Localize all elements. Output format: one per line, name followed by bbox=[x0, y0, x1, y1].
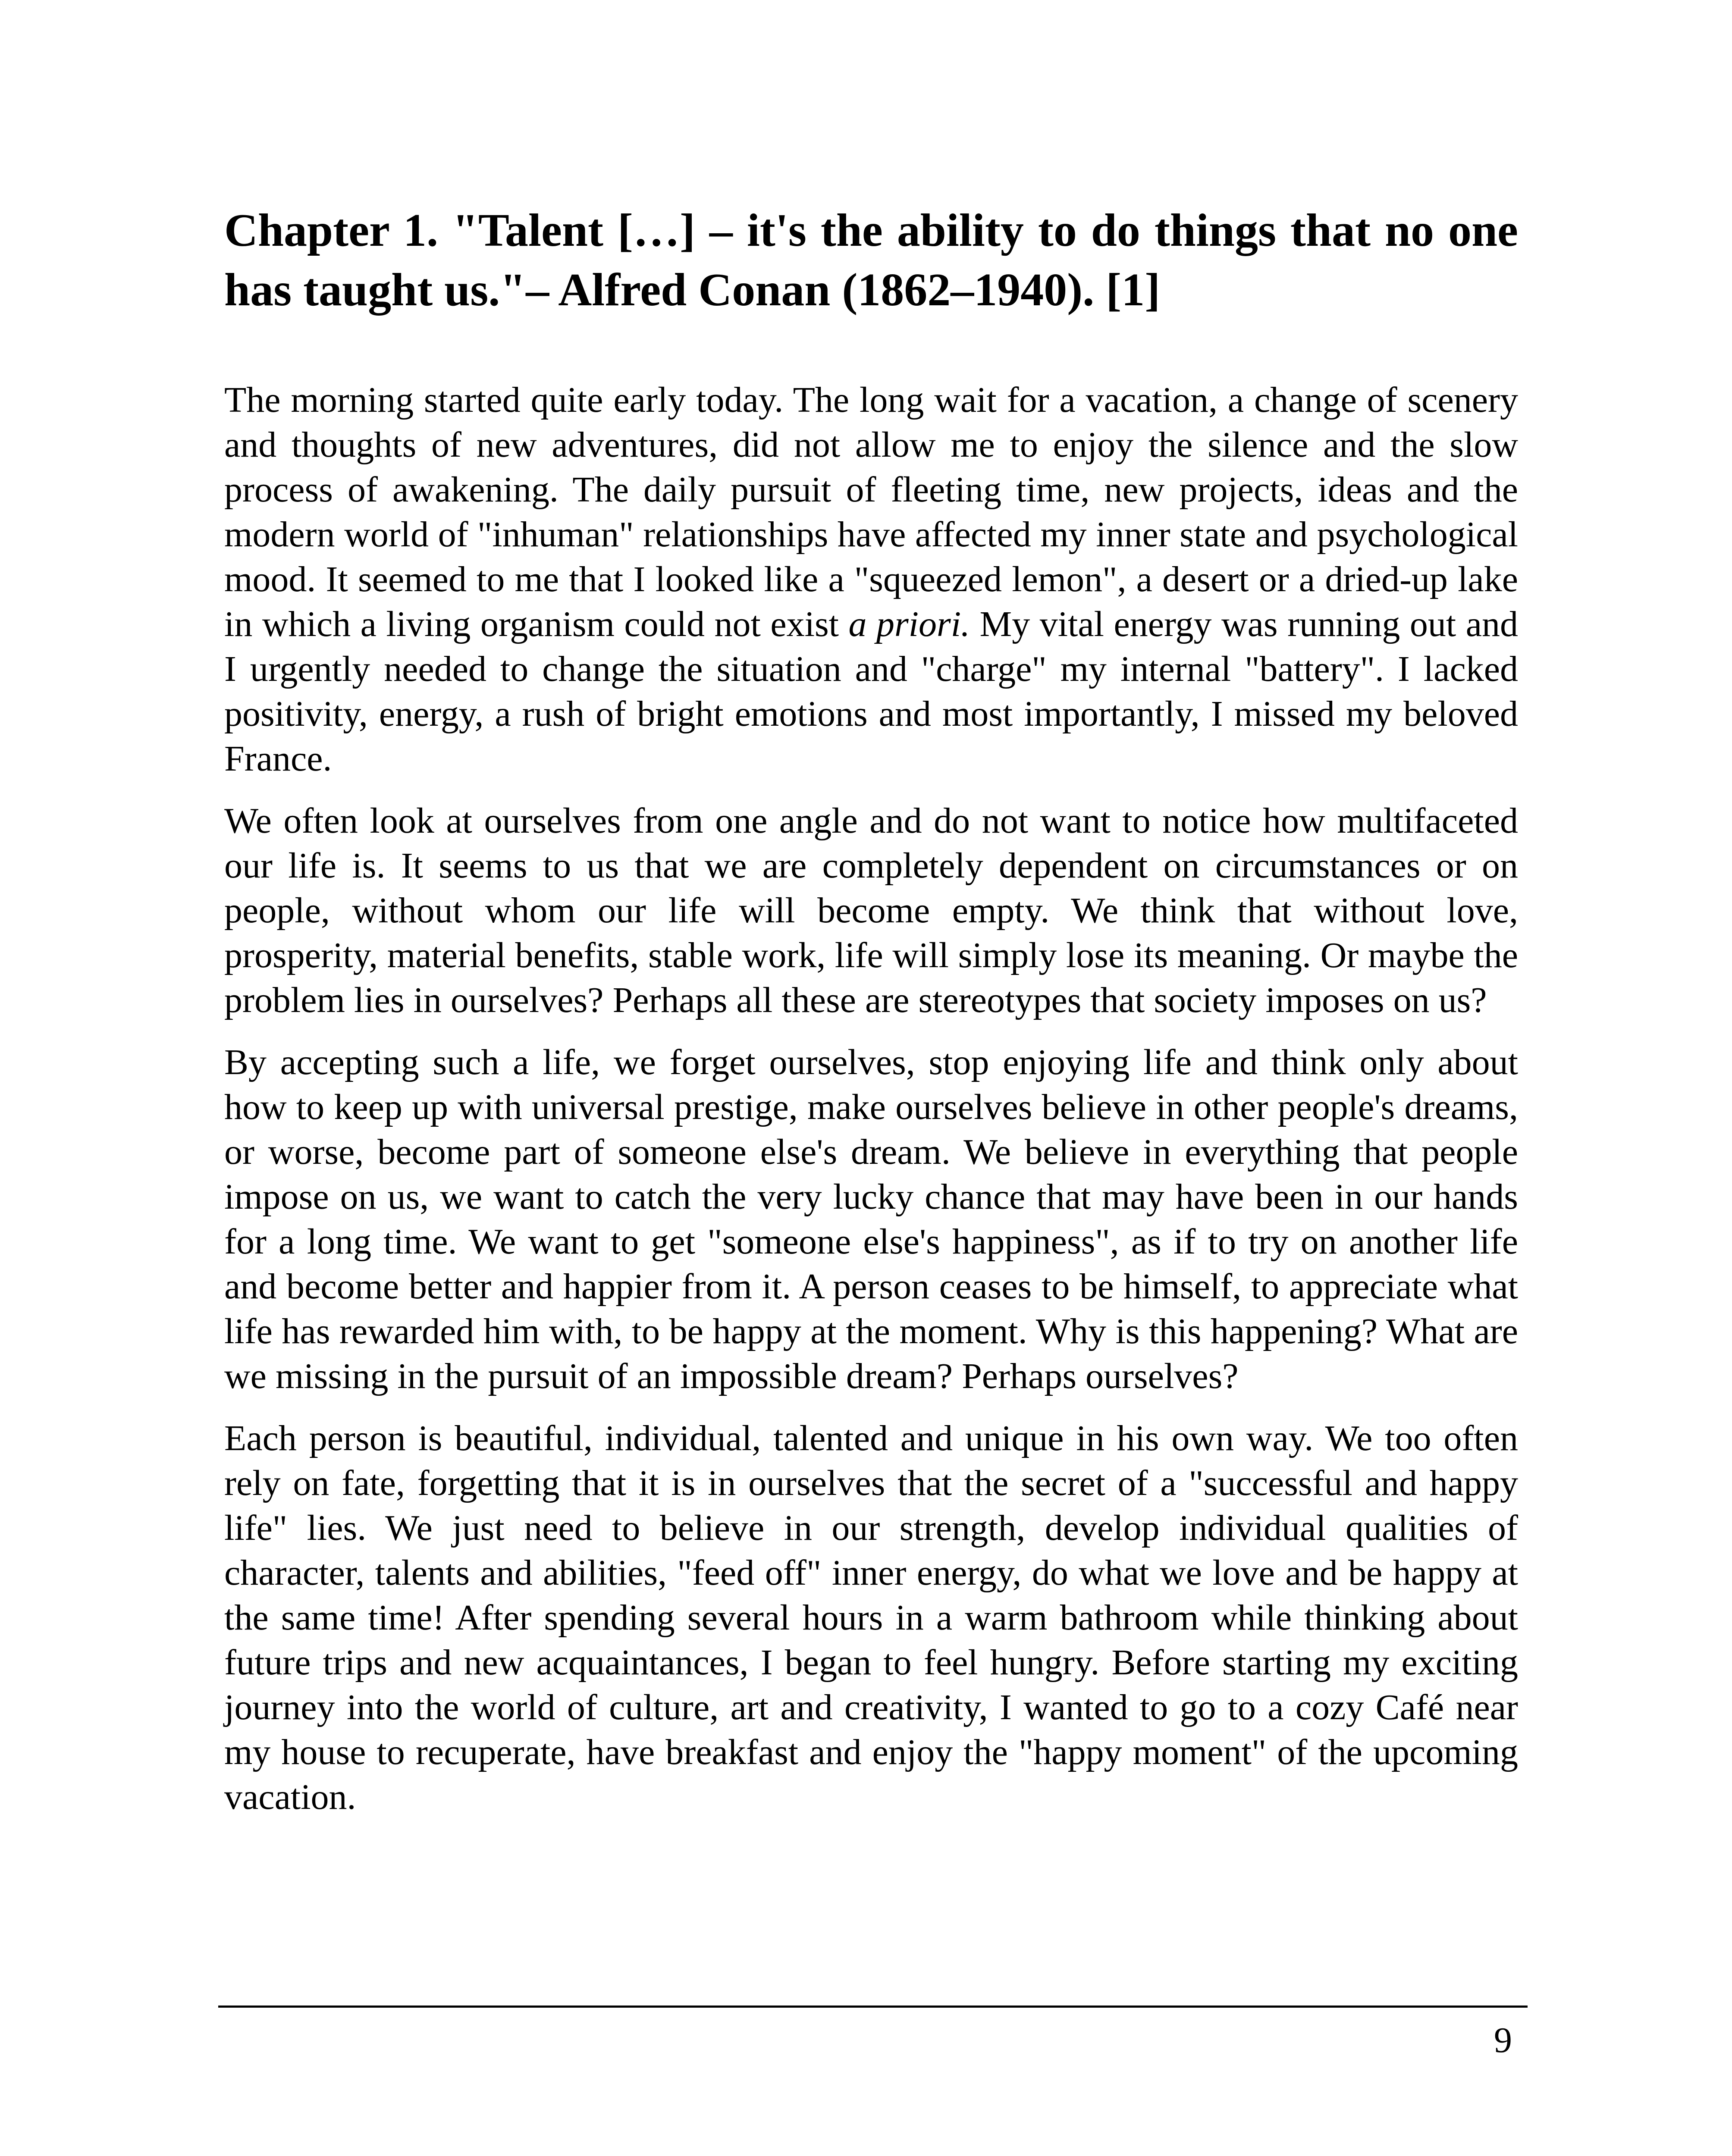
page-number: 9 bbox=[1494, 2020, 1512, 2060]
paragraph-4: Each person is beautiful, individual, talented and unique in his own way. We too often rely on fate, forgetting that it is in ourselves that the secret of a "successful and happy life" lies. We just need to believe in our strength, develop individual qualities of character, talents and abilities, "feed off" inner energy, do what we love and be happy at the same time! After spending several hours in a warm bathroom while thinking about future trips and new acquaintances, I began to feel hungry. Before starting my exciting journey into the world of culture, art and creativity, I wanted to go to a cozy Café near my house to recuperate, have breakfast and enjoy the "happy moment" of the upcoming vacation. bbox=[224, 1418, 1518, 1817]
paragraph-1 bbox=[224, 378, 1518, 781]
paragraph-1-italic-phrase: a priori. bbox=[848, 604, 970, 644]
paragraph-2: We often look at ourselves from one angle and do not want to notice how multifaceted our life is. It seems to us that we are completely dependent on circumstances or on people, without whom our life will become empty. We think that without love, prosperity, material benefits, stable work, life will simply lose its meaning. Or maybe the problem lies in ourselves? Perhaps all these are stereotypes that society imposes on us? bbox=[224, 801, 1518, 1020]
chapter-title: Chapter 1. "Talent […] – it's the ability to do things that no one has taught us."– Alfred Conan (1862–1940). [1] bbox=[224, 205, 1518, 316]
paragraph-1-text-end: My vital energy was running out and I urgently needed to change the situation and "charge" my internal "battery". I lacked positivity, energy, a rush of bright emotions and most importantly, I missed my beloved France. bbox=[224, 604, 1518, 779]
paragraph-3: By accepting such a life, we forget ourselves, stop enjoying life and think only about how to keep up with universal prestige, make ourselves believe in other people's dreams, or worse, become part of someone else's dream. We believe in everything that people impose on us, we want to catch the very lucky chance that may have been in our hands for a long time. We want to get "someone else's happiness", as if to try on another life and become better and happier from it. A person ceases to be himself, to appreciate what life has rewarded him with, to be happy at the moment. Why is this happening? What are we missing in the pursuit of an impossible dream? Perhaps ourselves? bbox=[224, 1042, 1518, 1396]
paragraph-1-text-start: The morning started quite early today. The long wait for a vacation, a change of scenery and thoughts of new adventures, did not allow me to enjoy the silence and the slow process of awakening. The daily pursuit of fleeting time, new projects, ideas and the modern world of "inhuman" relationships have affected my inner state and psychological mood. It seemed to me that I looked like a "squeezed lemon", a desert or a dried-up lake in which a living organism could not exist bbox=[224, 380, 1518, 644]
text-column bbox=[224, 201, 1518, 1837]
footer-divider bbox=[218, 2006, 1528, 2008]
